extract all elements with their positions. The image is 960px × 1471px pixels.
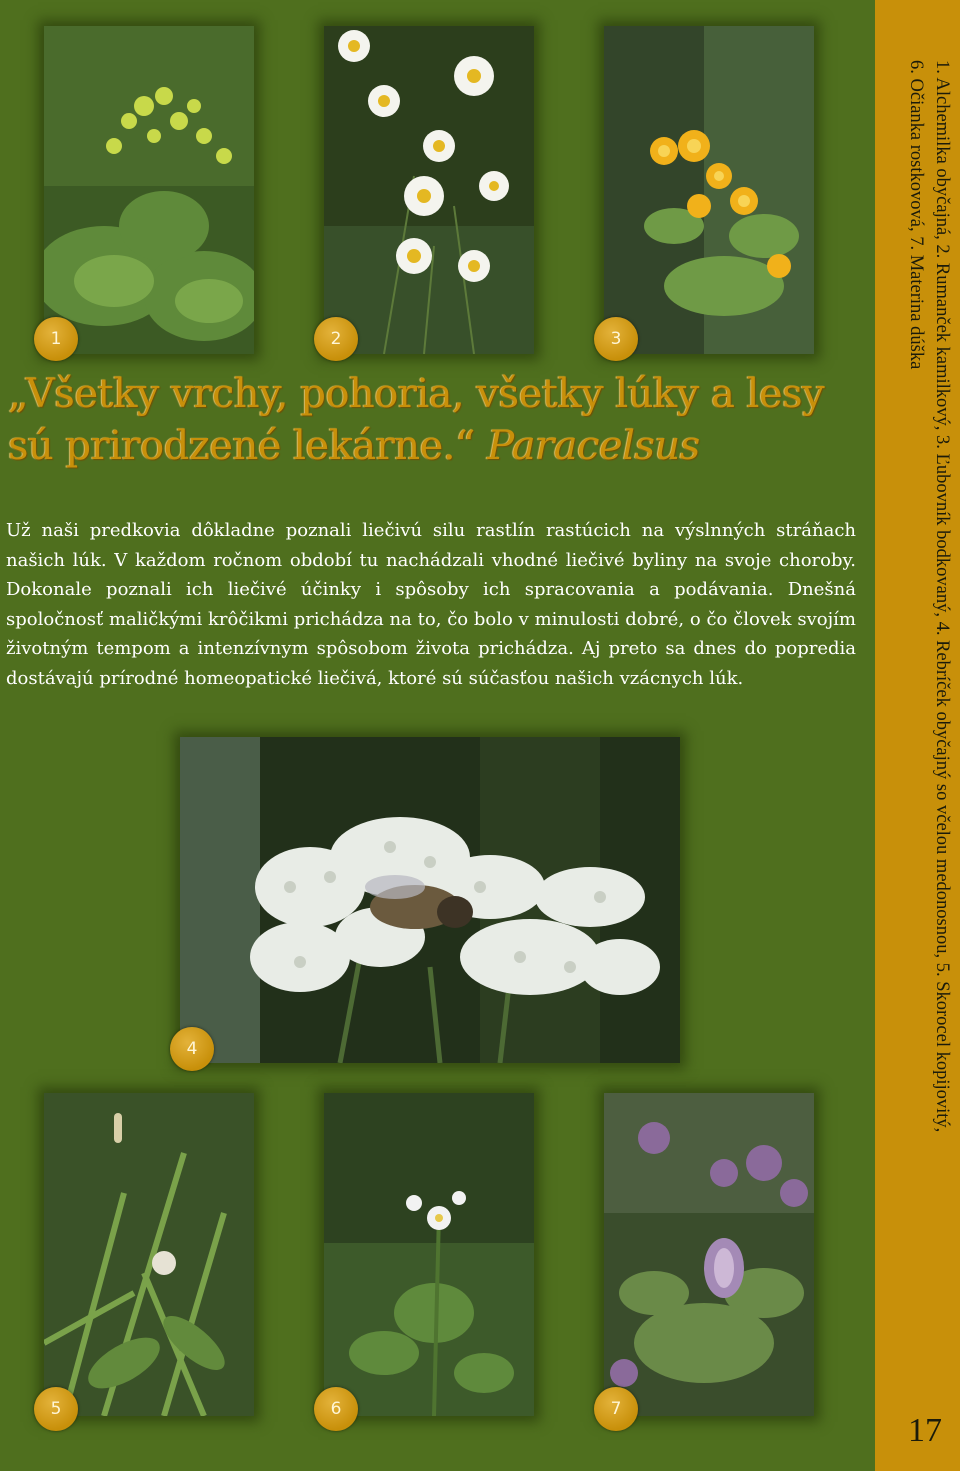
caption-line-1: 1. Alchemilka obyčajná, 2. Rumanček kamilkový, 3. Ľubovník bodkovaný, 4. Rebríček obyčajný so včelou medonosnou, 5. Skorocel kopijovitý, [932,60,952,1133]
photo-chamomile-image [324,26,534,354]
photo-caption [880,60,955,1360]
photo-alchemilla [44,26,254,354]
photo-hypericum-image [604,26,814,354]
badge-6: 6 [314,1387,358,1431]
quote-author: Paracelsus [487,423,700,469]
quote [8,368,868,472]
badge-3: 3 [594,317,638,361]
badge-7: 7 [594,1387,638,1431]
photo-hypericum [604,26,814,354]
badge-1: 1 [34,317,78,361]
page-number: 17 [908,1412,942,1449]
quote-text: „Všetky vrchy, pohoria, všetky lúky a lesy sú prirodzené lekárne.“ [8,371,825,469]
caption-line-2: 6. Očianka rostkovová, 7. Materina dúška [906,60,926,370]
body-paragraph: Už naši predkovia dôkladne poznali liečivú silu rastlín rastúcich na výslnných stráňach našich lúk. V každom ročnom období tu nachádzali vhodné liečivé byliny na svoje choroby. Dokonale poznali ich liečivé účinky i spôsoby ich spracovania a podávania. Dnešná spoločnosť maličkými krôčikmi prichádza na to, čo bolo v minulosti dobré, o čo človek svojím životným tempom a intenzívnym spôsobom života prichádza. Aj preto sa dnes do popredia dostávajú prírodné homeopatické liečivá, ktoré sú súčasťou našich vzácnych lúk. [6,520,856,689]
photo-yarrow-bee-image [180,737,680,1063]
caption-wrap [880,60,955,1360]
badge-2: 2 [314,317,358,361]
photo-yarrow-bee [180,737,680,1063]
photo-plantago [44,1093,254,1416]
badge-4: 4 [170,1027,214,1071]
photo-euphrasia-image [324,1093,534,1416]
badge-5: 5 [34,1387,78,1431]
photo-chamomile [324,26,534,354]
photo-thymus-image [604,1093,814,1416]
photo-thymus [604,1093,814,1416]
photo-euphrasia [324,1093,534,1416]
photo-alchemilla-image [44,26,254,354]
photo-plantago-image [44,1093,254,1416]
